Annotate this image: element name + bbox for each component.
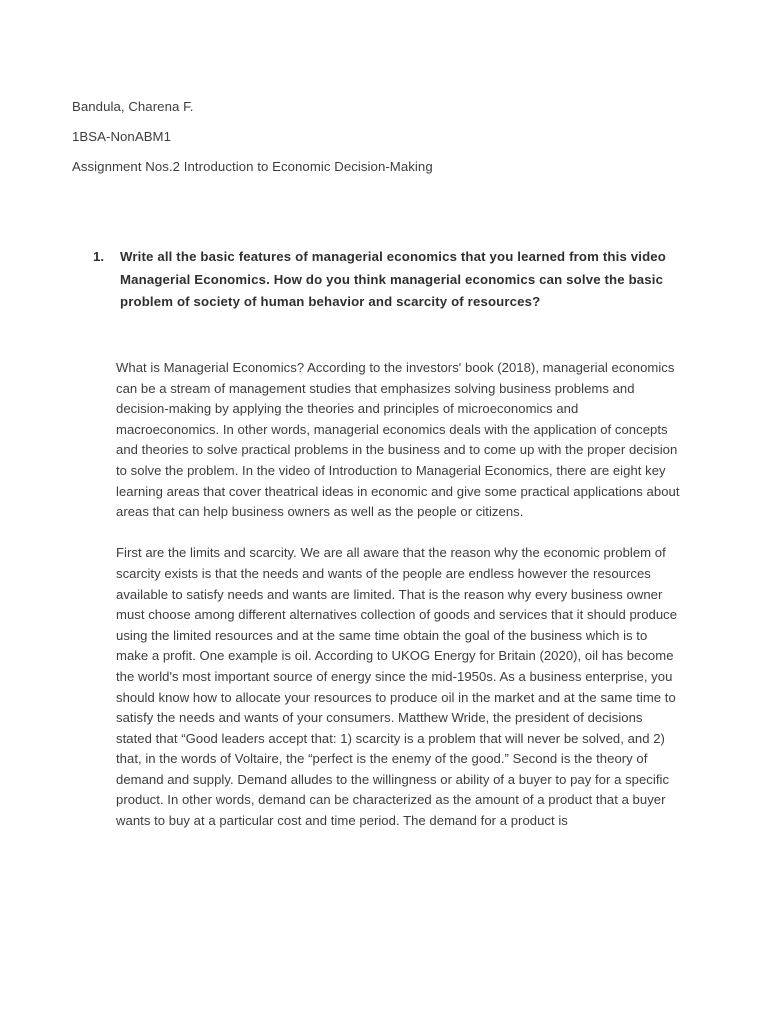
question-block <box>93 246 683 314</box>
question-item-1 <box>93 246 683 314</box>
answer-paragraph-1: What is Managerial Economics? According to the investors' book (2018), managerial economics can be a stream of management studies that emphasizes solving business problems and decision-making by applying the theories and principles of microeconomics and macroeconomics. In other words, managerial economics deals with the application of concepts and theories to solve practical problems in the business and to come up with the proper decision to solve the problem. In the video of Introduction to Managerial Economics, there are eight key learning areas that cover theatrical ideas in economic and give some practical applications about areas that can help business owners as well as the people or citizens. <box>116 360 680 520</box>
question-heading-text: Write all the basic features of managerial economics that you learned from this video Managerial Economics. How do you think managerial economics can solve the basic problem of society of human behavior and scarcity of resources? <box>120 249 666 309</box>
answer-body <box>116 358 682 832</box>
document-header <box>72 92 672 182</box>
answer-paragraph-2: First are the limits and scarcity. We are all aware that the reason why the economic problem of scarcity exists is that the needs and wants of the people are endless however the resources available to satisfy needs and wants are limited. That is the reason why every business owner must choose among different alternatives collection of goods and services that it should produce using the limited resources and at the same time obtain the goal of the business which is to make a profit. One example is oil. According to UKOG Energy for Britain (2020), oil has become the world's most important source of energy since the mid-1950s. As a business enterprise, you should know how to allocate your resources to produce oil in the market and at the same time to satisfy the needs and wants of your consumers. Matthew Wride, the president of decisions stated that “Good leaders accept that: 1) scarcity is a problem that will never be solved, and 2) that, in the words of Voltaire, the “perfect is the enemy of the good.” Second is the theory of demand and supply. Demand alludes to the willingness or ability of a buyer to pay for a specific product. In other words, demand can be characterized as the amount of a product that a buyer wants to buy at a particular cost and time period. The demand for a product is <box>116 545 678 829</box>
header-section-code: 1BSA-NonABM1 <box>72 129 172 144</box>
header-assignment-title: Assignment Nos.2 Introduction to Economic Decision-Making <box>72 159 433 174</box>
header-student-name: Bandula, Charena F. <box>72 99 194 114</box>
question-number-marker: 1. <box>93 249 104 264</box>
